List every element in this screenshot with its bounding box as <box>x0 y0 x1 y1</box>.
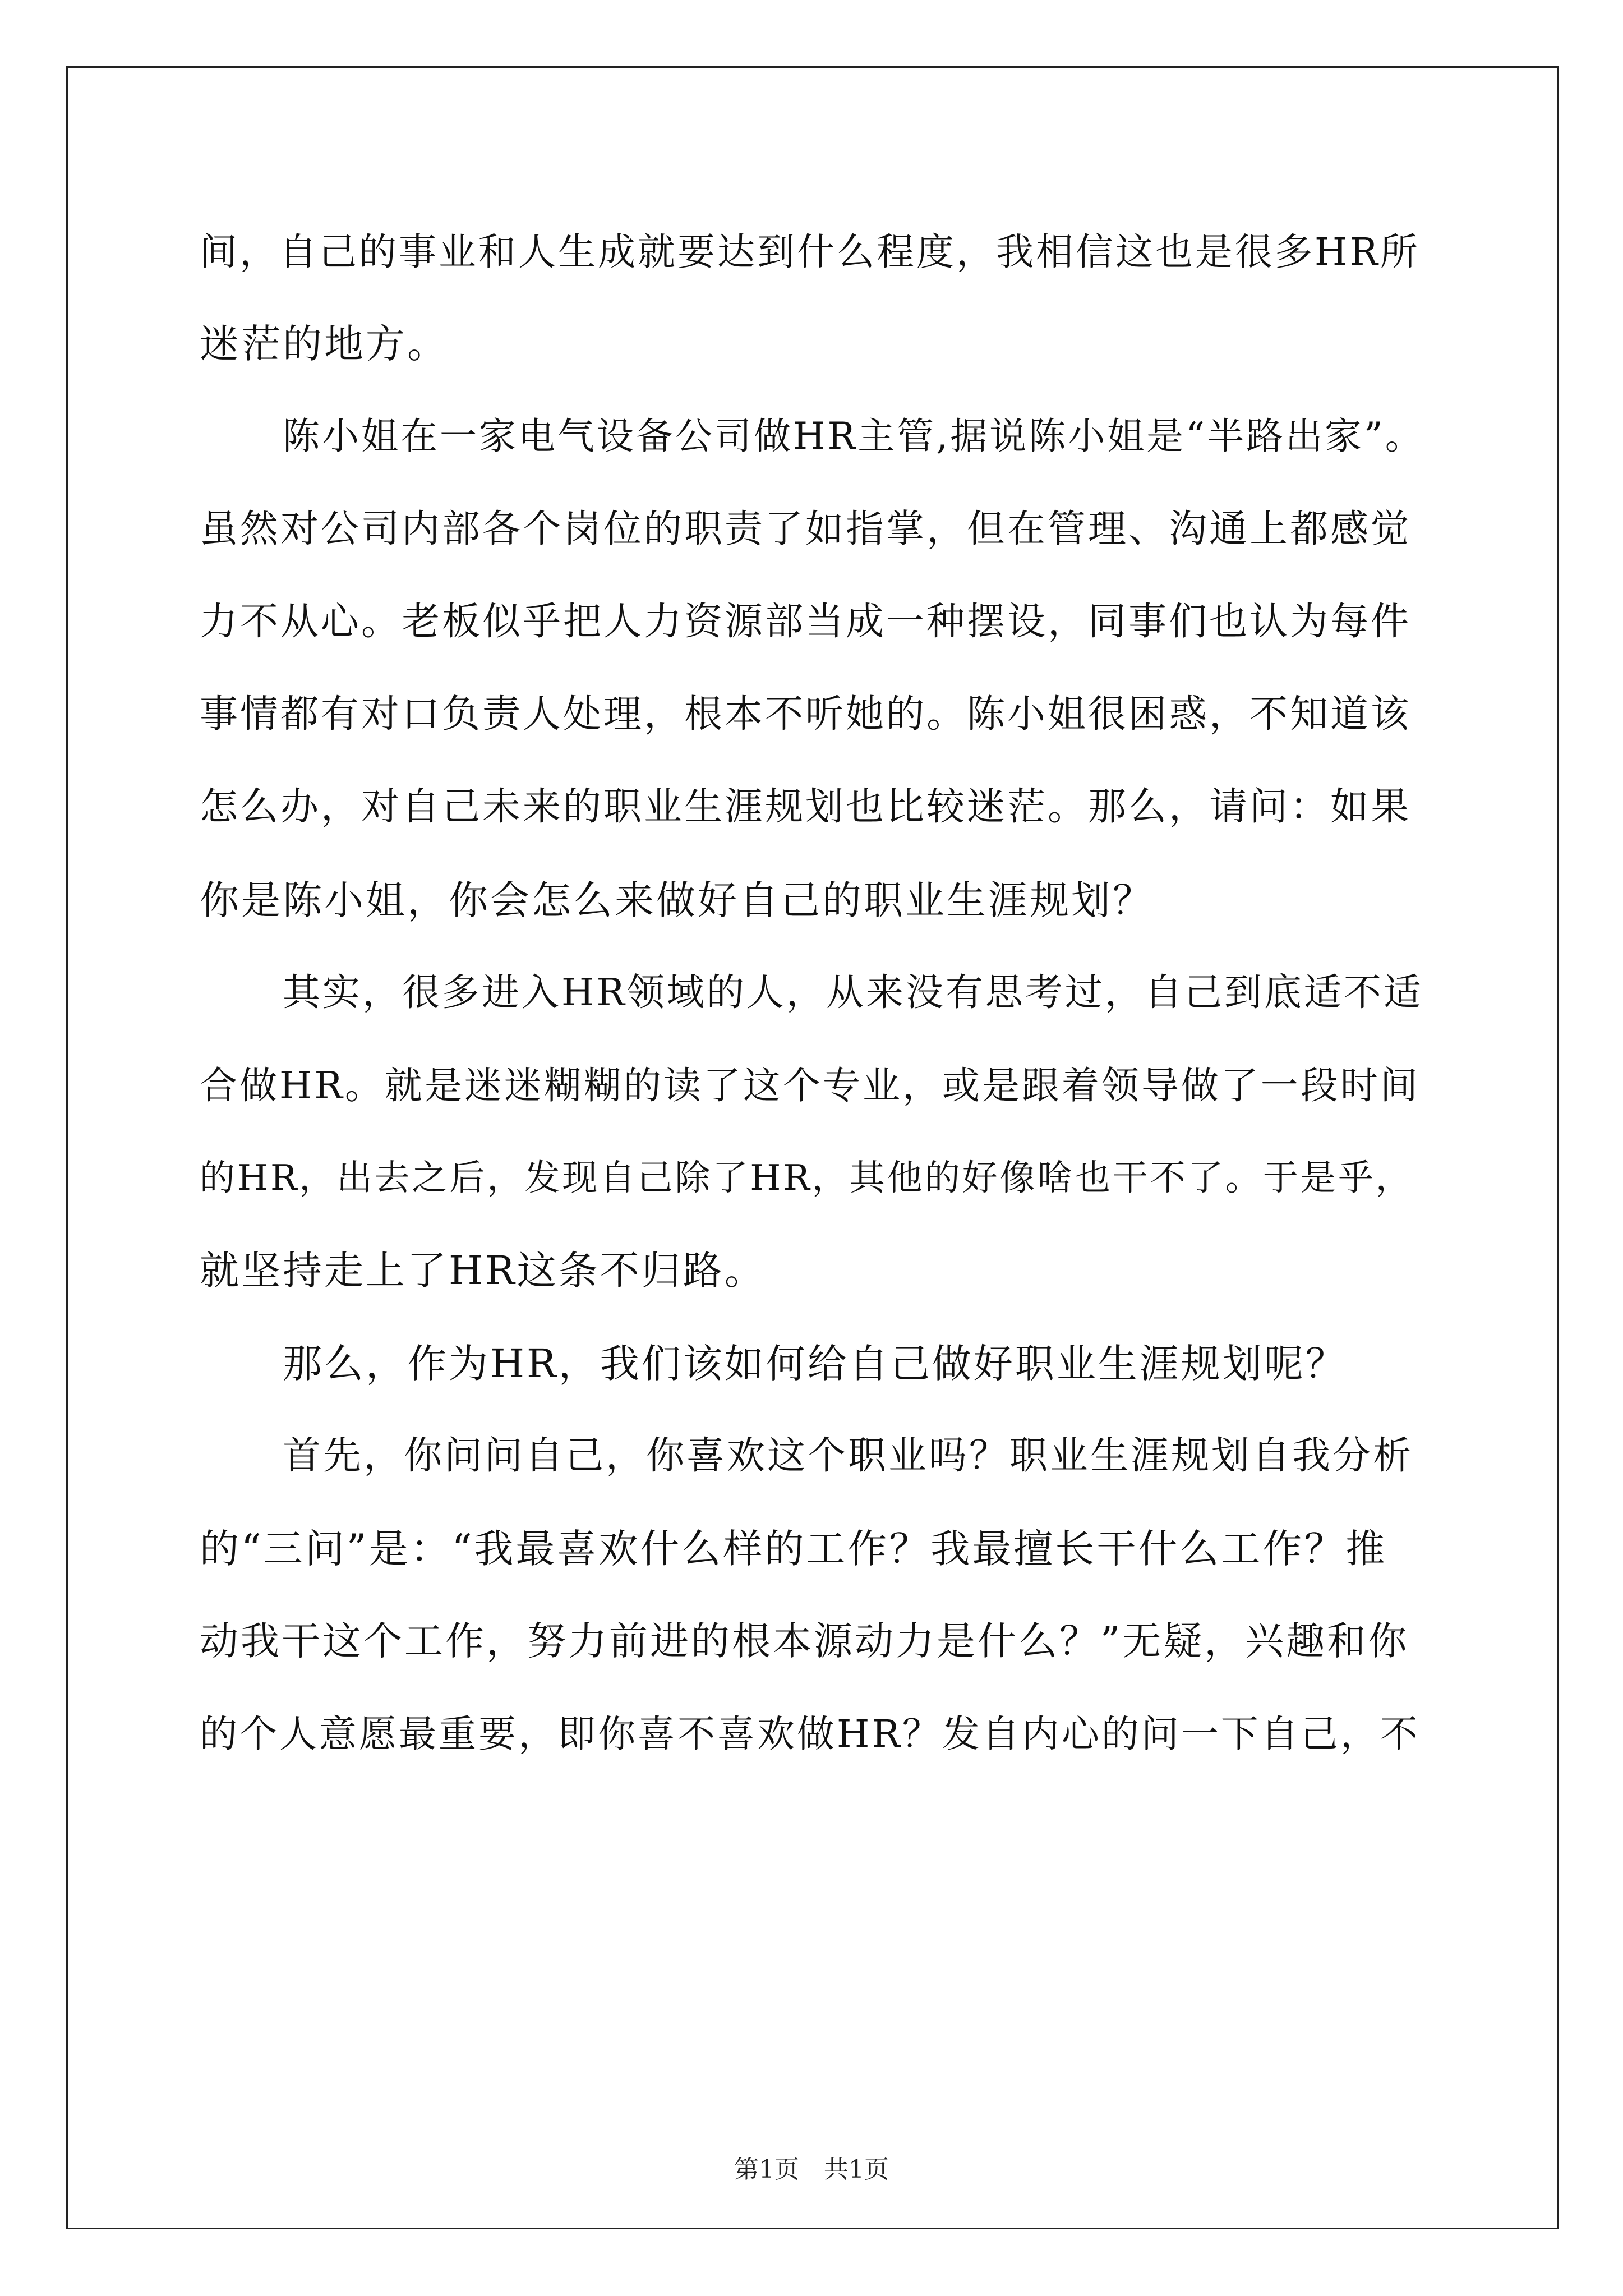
text-line: 虽然对公司内部各个岗位的职责了如指掌，但在管理、沟通上都感觉 <box>200 507 1412 551</box>
text-line: 的HR，出去之后，发现自己除了HR，其他的好像啥也干不了。于是乎， <box>200 1157 1413 1198</box>
page-border <box>66 66 1559 2229</box>
text-line: 那么，作为HR，我们该如何给自己做好职业生涯规划呢？ <box>283 1341 1347 1387</box>
page-footer: 第1页 共1页 <box>734 2155 889 2184</box>
text-line: 怎么办，对自己未来的职业生涯规划也比较迷茫。那么，请问：如果 <box>200 785 1412 829</box>
text-line: 事情都有对口负责人处理，根本不听她的。陈小姐很困惑，不知道该 <box>200 692 1412 737</box>
text-line: 陈小姐在一家电气设备公司做HR主管,据说陈小姐是“半路出家”。 <box>283 415 1424 458</box>
text-line: 迷茫的地方。 <box>200 321 449 367</box>
text-line: 的“三问”是：“我最喜欢什么样的工作？我最擅长干什么工作？推 <box>200 1526 1387 1572</box>
text-line: 的个人意愿最重要，即你喜不喜欢做HR？发自内心的问一下自己，不 <box>200 1712 1420 1756</box>
text-line: 你是陈小姐，你会怎么来做好自己的职业生涯规划？ <box>200 877 1154 923</box>
text-line: 力不从心。老板似乎把人力资源部当成一种摆设，同事们也认为每件 <box>200 600 1412 644</box>
text-line: 动我干这个工作，努力前进的根本源动力是什么？”无疑，兴趣和你 <box>200 1619 1409 1664</box>
text-line: 其实，很多进入HR领域的人，从来没有思考过，自己到底适不适 <box>283 970 1423 1014</box>
text-line: 首先，你问问自己，你喜欢这个职业吗？职业生涯规划自我分析 <box>283 1434 1414 1478</box>
text-line: 合做HR。就是迷迷糊糊的读了这个专业，或是跟着领导做了一段时间 <box>200 1064 1420 1107</box>
text-line: 间，自己的事业和人生成就要达到什么程度，我相信这也是很多HR所 <box>200 230 1420 274</box>
text-line: 就坚持走上了HR这条不归路。 <box>200 1248 766 1294</box>
